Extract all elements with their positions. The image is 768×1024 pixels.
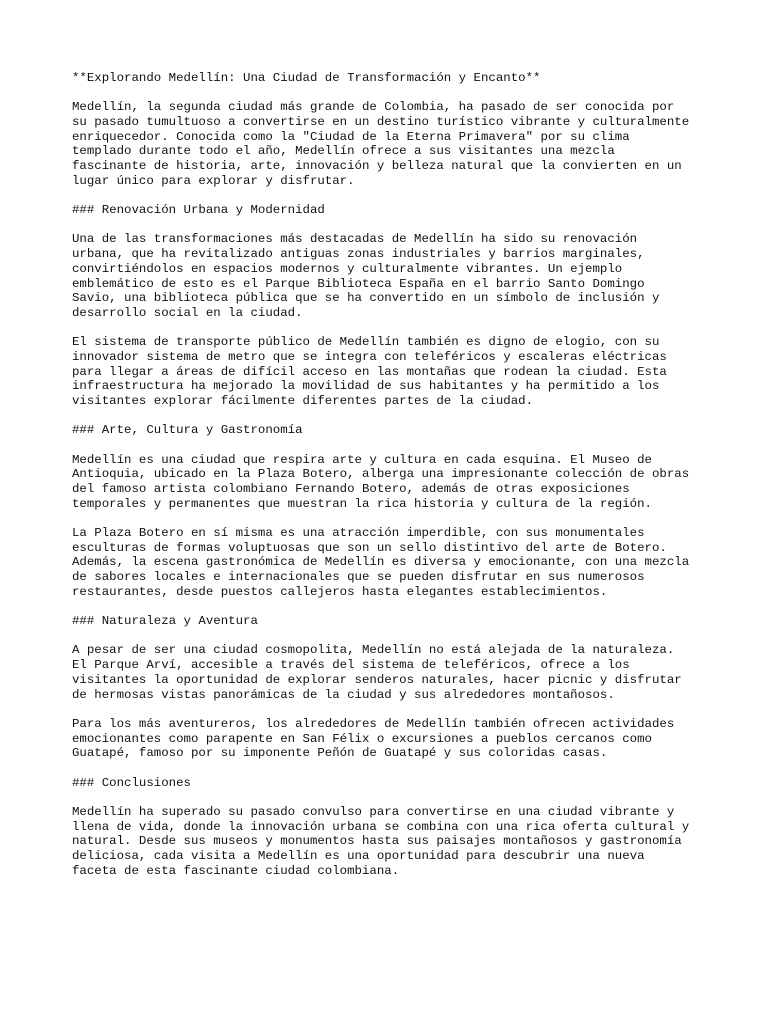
body-paragraph: Una de las transformaciones más destacadas de Medellín ha sido su renovación urbana, que ha revitalizado antiguas zonas industriales y barrios marginales, convirtiéndolos en espacios modernos y culturalmente vibrantes. Un ejemplo emblemático de esto es el Parque Biblioteca España en el barrio Santo Domingo Savio, una biblioteca pública que se ha convertido en un símbolo de inclusión y desarrollo social en la ciudad.: [72, 232, 660, 320]
body-paragraph: A pesar de ser una ciudad cosmopolita, Medellín no está alejada de la naturaleza. El Parque Arví, accesible a través del sistema de teleféricos, ofrece a los visitantes la oportunidad de explorar senderos naturales, hacer picnic y disfrutar de hermosas vistas panorámicas de la ciudad y sus alrededores montañosos.: [72, 643, 682, 702]
body-paragraph: Medellín es una ciudad que respira arte y cultura en cada esquina. El Museo de Antioquia, ubicado en la Plaza Botero, alberga una impresionante colección de obras del famoso artista colombiano Fernando Botero, además de otras exposiciones temporales y permanentes que muestran la rica historia y cultura de la región.: [72, 452, 690, 511]
section-heading-naturaleza: ### Naturaleza y Aventura: [72, 614, 258, 629]
document-page: [72, 71, 712, 893]
intro-paragraph: Medellín, la segunda ciudad más grande de Colombia, ha pasado de ser conocida por su pasado tumultuoso a convertirse en un destino turístico vibrante y culturalmente enriquecedor. Conocida como la "Ciudad de la Eterna Primavera" por su clima templado durante todo el año, Medellín ofrece a sus visitantes una mezcla fascinante de historia, arte, innovación y belleza natural que la convierten en un lugar único para explorar y disfrutar.: [72, 100, 690, 188]
body-paragraph: La Plaza Botero en sí misma es una atracción imperdible, con sus monumentales esculturas de formas voluptuosas que son un sello distintivo del arte de Botero. Además, la escena gastronómica de Medellín es diversa y emocionante, con una mezcla de sabores locales e internacionales que se pueden disfrutar en sus numerosos restaurantes, desde puestos callejeros hasta elegantes establecimientos.: [72, 526, 690, 599]
body-paragraph: El sistema de transporte público de Medellín también es digno de elogio, con su innovador sistema de metro que se integra con teleféricos y escaleras eléctricas para llegar a áreas de difícil acceso en las montañas que rodean la ciudad. Esta infraestructura ha mejorado la movilidad de sus habitantes y ha permitido a los visitantes explorar fácilmente diferentes partes de la ciudad.: [72, 335, 667, 409]
section-heading-renovacion: ### Renovación Urbana y Modernidad: [72, 203, 325, 218]
section-heading-arte: ### Arte, Cultura y Gastronomía: [72, 423, 303, 438]
document-title: **Explorando Medellín: Una Ciudad de Transformación y Encanto**: [72, 71, 541, 85]
body-paragraph: Para los más aventureros, los alrededores de Medellín también ofrecen actividades emocionantes como parapente en San Félix o excursiones a pueblos cercanos como Guatapé, famoso por su imponente Peñón de Guatapé y sus coloridas casas.: [72, 716, 675, 761]
body-paragraph: Medellín ha superado su pasado convulso para convertirse en una ciudad vibrante y llena de vida, donde la innovación urbana se combina con una rica oferta cultural y natural. Desde sus museos y monumentos hasta sus paisajes montañosos y gastronomía deliciosa, cada visita a Medellín es una oportunidad para descubrir una nueva faceta de esta fascinante ciudad colombiana.: [72, 804, 690, 878]
section-heading-conclusiones: ### Conclusiones: [72, 775, 191, 790]
